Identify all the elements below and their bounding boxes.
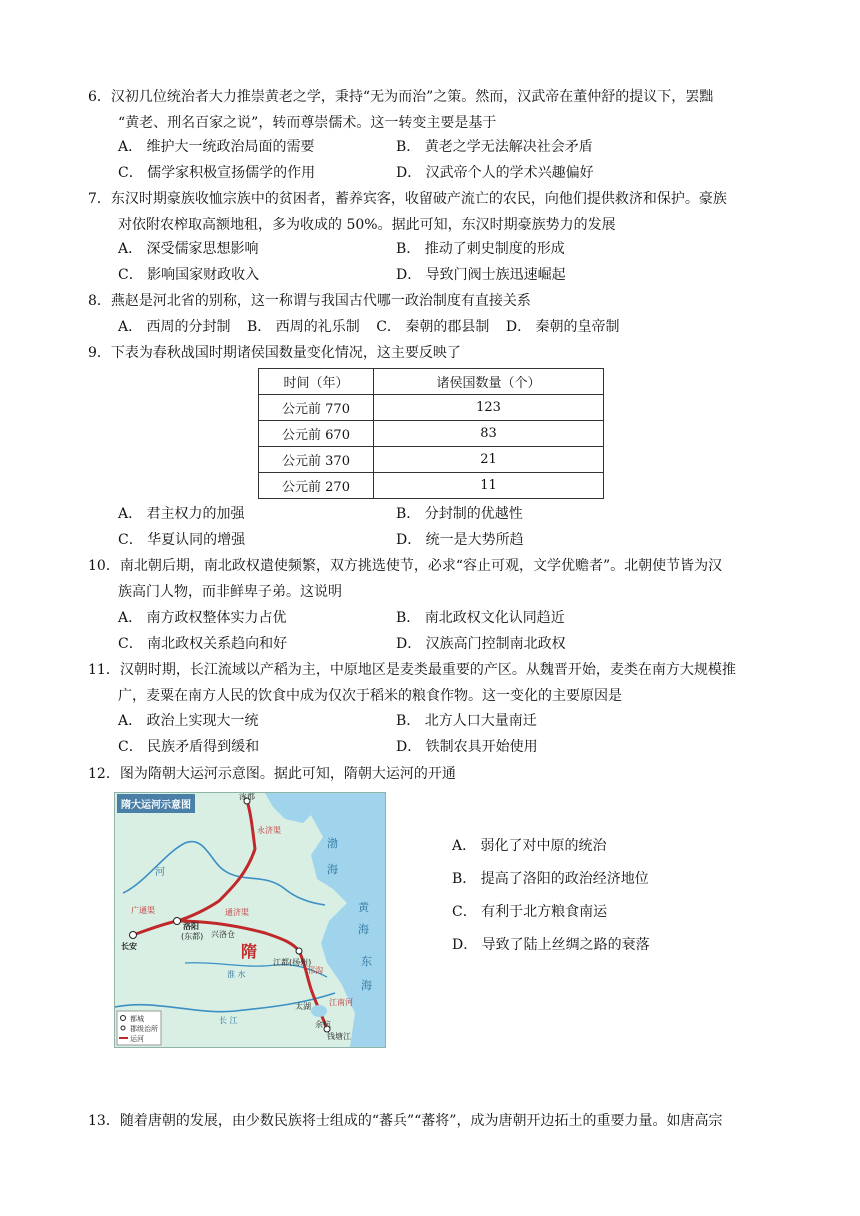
table-cell: 11: [374, 473, 604, 499]
table-cell: 21: [374, 447, 604, 473]
map-label: 江南河: [329, 998, 353, 1007]
legend-label: 都城: [130, 1015, 144, 1023]
options-11: [118, 708, 778, 760]
map-label: 余杭: [315, 1020, 331, 1029]
map-label: 广通渠: [131, 906, 155, 915]
question-6: [88, 84, 788, 136]
question-7: [88, 186, 788, 238]
guangtong-canal: [133, 921, 177, 935]
option-c[interactable]: C． 影响国家财政收入: [118, 267, 260, 283]
question-stem-line: 燕赵是河北省的别称，这一称谓与我国古代哪一政治制度有直接关系: [110, 293, 531, 309]
sui-grand-canal-map: [114, 792, 386, 1048]
options-12: [452, 830, 650, 962]
table-row: [259, 395, 604, 421]
map-label: 涿郡: [239, 793, 255, 801]
table-cell: 公元前 770: [259, 395, 374, 421]
map-label: 长安: [121, 942, 137, 951]
option-d[interactable]: D． 铁制农具开始使用: [396, 739, 538, 755]
option-b[interactable]: B． 黄老之学无法解决社会矛盾: [396, 139, 593, 155]
option-a[interactable]: A． 深受儒家思想影响: [118, 241, 259, 257]
yongji-canal: [177, 801, 255, 921]
option-c[interactable]: C． 有利于北方粮食南运: [452, 904, 608, 920]
map-label: 江都(扬州): [273, 958, 312, 967]
option-a[interactable]: A． 南方政权整体实力占优: [118, 610, 287, 626]
legend-label: 郡级治所: [130, 1025, 158, 1033]
map-label: 通济渠: [225, 908, 249, 917]
map-label: 永济渠: [257, 826, 281, 835]
question-number: 12．: [88, 766, 120, 782]
question-number: 8．: [88, 293, 111, 309]
table-cell: 83: [374, 421, 604, 447]
question-12: [88, 761, 788, 787]
option-c[interactable]: C． 民族矛盾得到缓和: [118, 739, 260, 755]
option-d[interactable]: D． 秦朝的皇帝制: [505, 319, 620, 335]
question-stem-line: 广，麦粟在南方人民的饮食中成为仅次于稻米的粮食作物。这一变化的主要原因是: [118, 688, 622, 704]
option-c[interactable]: C． 秦朝的郡县制: [376, 319, 490, 335]
question-9: [88, 340, 788, 366]
question-number: 10．: [88, 558, 120, 574]
table-row: [259, 421, 604, 447]
map-label: 海: [361, 979, 372, 992]
question-13: [88, 1108, 788, 1134]
options-6: [118, 134, 778, 186]
question-stem-line: 东汉时期豪族收恤宗族中的贫困者，蓄养宾客，收留破产流亡的农民，向他们提供救济和保护。豪族: [110, 191, 727, 207]
map-label: 长 江: [219, 1016, 238, 1025]
question-number: 6．: [88, 89, 111, 105]
question-stem-line: 南北朝后期，南北政权遣使频繁，双方挑选使节，必求“容止可观，文学优赡者”。北朝使节皆为汉: [119, 558, 723, 574]
option-d[interactable]: D． 导致门阀士族迅速崛起: [396, 267, 566, 283]
option-d[interactable]: D． 汉武帝个人的学术兴趣偏好: [396, 165, 594, 181]
option-a[interactable]: A． 维护大一统政治局面的需要: [118, 139, 315, 155]
option-b[interactable]: B． 提高了洛阳的政治经济地位: [452, 871, 649, 887]
map-label: 隋: [241, 942, 258, 961]
table-cell: 123: [374, 395, 604, 421]
options-10: [118, 605, 778, 657]
option-b[interactable]: B． 推动了刺史制度的形成: [396, 241, 565, 257]
option-b[interactable]: B． 分封制的优越性: [396, 506, 523, 522]
map-label: 河: [155, 867, 165, 878]
map-label: (东都): [181, 932, 204, 941]
map-label: 渤: [327, 837, 338, 850]
option-c[interactable]: C． 儒学家积极宣扬儒学的作用: [118, 165, 316, 181]
capital-marker: [130, 932, 137, 939]
map-label: 洛阳: [183, 922, 199, 931]
option-a[interactable]: A． 西周的分封制: [118, 319, 231, 335]
question-number: 11．: [88, 662, 120, 678]
bohai-sea: [265, 793, 315, 823]
option-b[interactable]: B． 南北政权文化认同趋近: [396, 610, 565, 626]
question-stem-line: 汉朝时期，长江流域以产稻为主，中原地区是麦类最重要的产区。从魏晋开始，麦类在南方大规模推: [119, 662, 736, 678]
option-a[interactable]: A． 君主权力的加强: [118, 506, 245, 522]
map-label: 钱塘江: [327, 1032, 351, 1041]
question-stem-line: 随着唐朝的发展，由少数民族将士组成的“蕃兵”“蕃将”，成为唐朝开边拓土的重要力量。如唐高宗: [119, 1113, 723, 1129]
map-label: 邗沟: [307, 966, 323, 975]
map-label: 东: [361, 955, 372, 968]
option-d[interactable]: D． 汉族高门控制南北政权: [396, 636, 566, 652]
options-9: [118, 501, 778, 553]
option-c[interactable]: C． 南北政权关系趋向和好: [118, 636, 288, 652]
option-b[interactable]: B． 西周的礼乐制: [247, 319, 360, 335]
map-label: 兴洛仓: [211, 930, 235, 939]
map-label: 淮 水: [227, 970, 246, 979]
question-stem-line: 族高门人物，而非鲜卑子弟。这说明: [118, 584, 342, 600]
question-stem-line: 对依附农榨取高额地租，多为收成的 50%。据此可知，东汉时期豪族势力的发展: [118, 217, 616, 233]
table-cell: 公元前 270: [259, 473, 374, 499]
options-8: [118, 314, 632, 340]
question-number: 7．: [88, 191, 111, 207]
question-stem-line: 汉初几位统治者大力推崇黄老之学，秉持“无为而治”之策。然而，汉武帝在董仲舒的提议下，罢黜: [110, 89, 714, 105]
table-row: [259, 447, 604, 473]
table-header: 诸侯国数量（个）: [374, 369, 604, 395]
question-number: 13．: [88, 1113, 120, 1129]
city-marker: [296, 948, 302, 954]
table-row: [259, 473, 604, 499]
map-label: 海: [327, 863, 338, 876]
question-number: 9．: [88, 345, 111, 361]
capital-marker: [174, 918, 181, 925]
question-8: [88, 288, 788, 314]
question-10: [88, 553, 788, 605]
question-stem-line: “黄老、刑名百家之说”，转而尊崇儒术。这一转变主要是基于: [118, 115, 497, 131]
taihu-lake: [311, 1005, 327, 1017]
vassal-count-table: [258, 368, 604, 499]
option-d[interactable]: D． 导致了陆上丝绸之路的衰落: [452, 937, 650, 953]
option-a[interactable]: A． 政治上实现大一统: [118, 713, 259, 729]
map-label: 海: [358, 923, 369, 936]
map-title: 隋大运河示意图: [117, 794, 195, 813]
option-b[interactable]: B． 北方人口大量南迁: [396, 713, 537, 729]
option-a[interactable]: A． 弱化了对中原的统治: [452, 838, 607, 854]
table-header: 时间（年）: [259, 369, 374, 395]
option-d[interactable]: D． 统一是大势所趋: [396, 532, 524, 548]
question-stem-line: 下表为春秋战国时期诸侯国数量变化情况，这主要反映了: [110, 345, 461, 361]
legend-capital-marker: [121, 1016, 126, 1021]
question-stem-line: 图为隋朝大运河示意图。据此可知，隋朝大运河的开通: [119, 766, 456, 782]
legend-label: 运河: [130, 1035, 144, 1043]
table-cell: 公元前 670: [259, 421, 374, 447]
legend-city-marker: [121, 1026, 125, 1030]
map-label: 黄: [358, 901, 369, 914]
table-header-row: [259, 369, 604, 395]
map-graphic: [115, 793, 385, 1047]
map-label: 太湖: [295, 1002, 311, 1011]
option-c[interactable]: C． 华夏认同的增强: [118, 532, 246, 548]
question-11: [88, 657, 788, 709]
options-7: [118, 236, 778, 288]
table-cell: 公元前 370: [259, 447, 374, 473]
